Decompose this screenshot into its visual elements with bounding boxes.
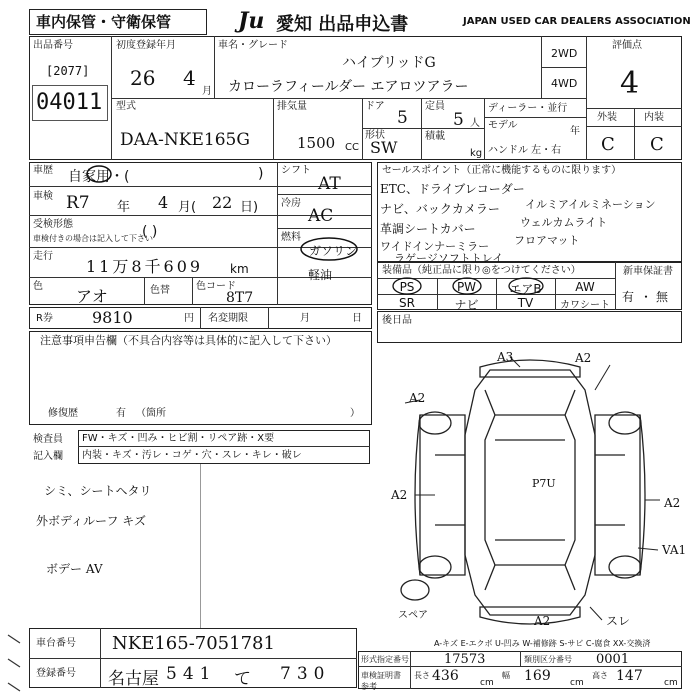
equip-tv: TV bbox=[517, 296, 534, 310]
first-reg-year: 26 bbox=[130, 66, 156, 90]
inspection-note: 車検付きの場合は記入して下さい bbox=[33, 234, 153, 243]
sales-point-3: イルミアイルミネーション bbox=[525, 198, 656, 211]
model-label: 型式 bbox=[116, 101, 136, 112]
repair-label: 修復歴 bbox=[48, 408, 78, 419]
diagram-mark-right: A2 bbox=[664, 496, 681, 510]
handle-label: ハンドル 左・右 bbox=[488, 145, 562, 156]
shaken-day: 22 bbox=[212, 193, 233, 212]
pw-circle-mark bbox=[452, 276, 482, 296]
first-reg-label: 初度登録年月 bbox=[116, 40, 176, 51]
inspector-line-1: FW・キズ・凹み・ヒビ割・リペア跡・X要 bbox=[82, 433, 275, 444]
first-reg-month: 4 bbox=[183, 66, 196, 90]
caution-label: 注意事項申告欄（不具合内容等は具体的に記入して下さい） bbox=[40, 334, 337, 347]
handwritten-note-3: ボデー AV bbox=[46, 562, 103, 576]
sales-point-6: ワイドインナーミラー bbox=[380, 240, 490, 253]
chassis-label: 車台番号 bbox=[36, 638, 76, 649]
shape-value: SW bbox=[370, 138, 398, 157]
name-change-day: 日 bbox=[352, 313, 362, 324]
storage-subtitle: 車内保管・守衛保管 bbox=[36, 13, 172, 31]
score-label: 評価点 bbox=[612, 40, 642, 51]
sales-points-label: セールスポイント（正常に機能するものに限ります） bbox=[382, 165, 622, 176]
inspector-line-2: 内装・キズ・汚レ・コゲ・穴・スレ・キレ・破レ bbox=[82, 450, 302, 461]
history-close: ) bbox=[258, 166, 264, 182]
sales-point-4: 革調シートカバー bbox=[380, 222, 476, 236]
ps-circle-mark bbox=[392, 276, 422, 296]
equip-sr: SR bbox=[399, 296, 415, 310]
diagram-mark-rear-right: スレ bbox=[606, 614, 631, 628]
width-unit: cm bbox=[570, 678, 584, 688]
class-number-label: 類別区分番号 bbox=[524, 655, 572, 664]
diagram-mark-left: A2 bbox=[391, 488, 408, 502]
fuel-label: 燃料 bbox=[281, 232, 301, 243]
mileage-label: 走行 bbox=[33, 251, 53, 262]
inspection-label: 受検形態 bbox=[33, 219, 73, 230]
km-unit: km bbox=[230, 262, 249, 276]
cc-unit: CC bbox=[345, 142, 359, 153]
airbag-circle-mark bbox=[508, 276, 544, 296]
diagram-mark-front: A3 bbox=[497, 350, 514, 364]
form-title: 愛知 出品申込書 bbox=[276, 14, 409, 35]
color-label: 色 bbox=[33, 281, 43, 292]
kg-unit: kg bbox=[470, 148, 483, 159]
sales-point-5: ウェルカムライト bbox=[520, 216, 608, 229]
association-name: JAPAN USED CAR DEALERS ASSOCIATION bbox=[463, 16, 691, 27]
mileage-value: 11万8千609 bbox=[86, 257, 204, 276]
shaken-month: 4 bbox=[158, 193, 169, 212]
reg-class: 541 bbox=[166, 664, 217, 684]
height-label: 高さ bbox=[592, 671, 608, 680]
handwritten-note-1: シミ、シートヘタリ bbox=[44, 484, 152, 498]
width-label: 幅 bbox=[502, 671, 510, 680]
color-change-label: 色替 bbox=[150, 285, 170, 296]
doors-value: 5 bbox=[397, 108, 408, 128]
type-number-value: 17573 bbox=[444, 652, 486, 667]
reg-kana: て bbox=[234, 669, 251, 689]
damage-legend: A-キズ E-エクボ U-凹み W-補修跡 S-サビ C-腐食 XX-交換済 bbox=[434, 639, 651, 648]
entry-number: 04011 bbox=[36, 90, 103, 115]
shift-value: AT bbox=[318, 174, 341, 194]
length-value: 436 bbox=[432, 668, 459, 684]
equip-navi: ナビ bbox=[454, 298, 479, 312]
inspector-label: 検査員 bbox=[33, 434, 63, 445]
doors-label: ドア bbox=[365, 101, 385, 112]
shaken-month-unit: 月( bbox=[178, 200, 197, 215]
class-number-value: 0001 bbox=[596, 652, 630, 667]
month-unit: 月 bbox=[202, 86, 212, 97]
shaken-label: 車検 bbox=[33, 191, 53, 202]
entry-col-label: 記入欄 bbox=[33, 451, 63, 462]
diagram-mark-roof: P7U bbox=[532, 477, 556, 490]
diagram-mark-front-right: A2 bbox=[575, 351, 592, 365]
car-damage-diagram bbox=[380, 345, 680, 635]
warranty-label: 新車保証書 bbox=[623, 266, 673, 277]
repair-yes: 有 bbox=[116, 408, 126, 419]
handwritten-note-2: 外ボディルーフ キズ bbox=[36, 514, 147, 528]
chassis-value: NKE165-7051781 bbox=[112, 633, 275, 654]
dealer-label: ディーラー・並行 bbox=[488, 103, 568, 114]
model-year-label: モデル bbox=[488, 120, 518, 131]
capacity-value: 5 bbox=[453, 110, 464, 130]
equip-airbag: エアB bbox=[509, 282, 542, 296]
recycle-value: 9810 bbox=[92, 308, 133, 327]
entry-subnumber: [2077] bbox=[46, 64, 90, 78]
sales-point-7: フロアマット bbox=[514, 234, 580, 247]
drive-4wd: 4WD bbox=[551, 77, 578, 90]
repair-paren: （箇所 bbox=[136, 408, 166, 419]
exterior-label: 外装 bbox=[597, 112, 617, 123]
diagram-mark-rear: A2 bbox=[534, 614, 551, 628]
reg-number: 730 bbox=[280, 664, 331, 684]
reg-area: 名古屋 bbox=[108, 669, 159, 689]
name-change-label: 名変期限 bbox=[208, 313, 248, 324]
after-items-label: 後日品 bbox=[382, 315, 412, 326]
fuel-gasoline: ガソリン bbox=[309, 244, 358, 258]
height-unit: cm bbox=[664, 678, 678, 688]
year-unit: 年 bbox=[117, 200, 131, 215]
interior-value: C bbox=[650, 134, 664, 155]
load-label: 積載 bbox=[425, 131, 445, 142]
history-value: 自家用・( bbox=[68, 169, 130, 185]
displacement-label: 排気量 bbox=[277, 101, 307, 112]
fuel-circle-mark bbox=[300, 236, 360, 262]
diagram-mark-left-front: A2 bbox=[409, 391, 426, 405]
fuel-diesel: 軽油 bbox=[308, 268, 333, 282]
score-value: 4 bbox=[620, 66, 640, 101]
length-label: 長さ bbox=[414, 671, 430, 680]
aircon-value: AC bbox=[308, 206, 334, 226]
after-items-block bbox=[377, 311, 682, 343]
carname-label: 車名・グレード bbox=[218, 40, 288, 51]
exterior-value: C bbox=[601, 134, 615, 155]
model-year-unit: 年 bbox=[570, 126, 580, 137]
shift-label: シフト bbox=[281, 165, 311, 176]
displacement-value: 1500 bbox=[297, 134, 336, 152]
equip-leather: カワシート bbox=[560, 300, 610, 311]
shape-label: 形状 bbox=[365, 130, 385, 141]
sales-point-2: ナビ、バックカメラー bbox=[380, 202, 500, 216]
cert-label: 車検証明書参考 bbox=[361, 671, 401, 691]
ju-logo: Ju bbox=[238, 8, 265, 34]
reg-label: 登録番号 bbox=[36, 668, 76, 679]
interior-label: 内装 bbox=[644, 112, 664, 123]
shaken-day-unit: 日) bbox=[240, 200, 259, 215]
equip-pw: PW bbox=[456, 280, 477, 294]
height-value: 147 bbox=[616, 668, 643, 684]
warranty-sep: ・ bbox=[640, 290, 653, 304]
diagram-mark-right-rear: VA1 bbox=[662, 543, 687, 557]
color-code-value: 8T7 bbox=[226, 290, 254, 306]
color-code-label: 色コード bbox=[196, 281, 236, 292]
spare-tire-label: スペア bbox=[398, 610, 428, 621]
aircon-label: 冷房 bbox=[281, 198, 301, 209]
inspection-paren: ( ) bbox=[142, 224, 158, 240]
color-value: アオ bbox=[76, 287, 108, 306]
margin-scribble bbox=[4, 625, 24, 695]
capacity-label: 定員 bbox=[425, 101, 445, 112]
repair-close: ） bbox=[350, 408, 360, 419]
warranty-no: 無 bbox=[656, 290, 669, 304]
recycle-label: R券 bbox=[36, 313, 53, 324]
drive-2wd: 2WD bbox=[551, 47, 578, 60]
history-label: 車歴 bbox=[33, 165, 53, 176]
yen-unit: 円 bbox=[184, 313, 194, 324]
width-value: 169 bbox=[524, 668, 551, 684]
length-unit: cm bbox=[480, 678, 494, 688]
person-unit: 人 bbox=[470, 118, 480, 129]
shaken-era: R7 bbox=[66, 193, 90, 213]
history-circle-mark bbox=[85, 164, 113, 184]
name-change-month: 月 bbox=[300, 313, 310, 324]
model-value: DAA-NKE165G bbox=[120, 130, 250, 150]
sales-point-1: ETC、ドライブレコーダー bbox=[380, 182, 525, 196]
type-number-label: 形式指定番号 bbox=[361, 655, 409, 664]
sales-point-8: ラゲージソフトトレイ bbox=[394, 252, 504, 265]
warranty-yes: 有 bbox=[622, 290, 635, 304]
equipment-label: 装備品（純正品に限り◎をつけてください） bbox=[382, 265, 581, 276]
equip-aw: AW bbox=[575, 280, 595, 294]
grade-value: ハイブリッドG bbox=[342, 55, 436, 71]
entry-number-label: 出品番号 bbox=[33, 40, 73, 51]
equip-ps: PS bbox=[399, 280, 415, 294]
carname-value: カローラフィールダー エアロツアラー bbox=[228, 79, 469, 95]
